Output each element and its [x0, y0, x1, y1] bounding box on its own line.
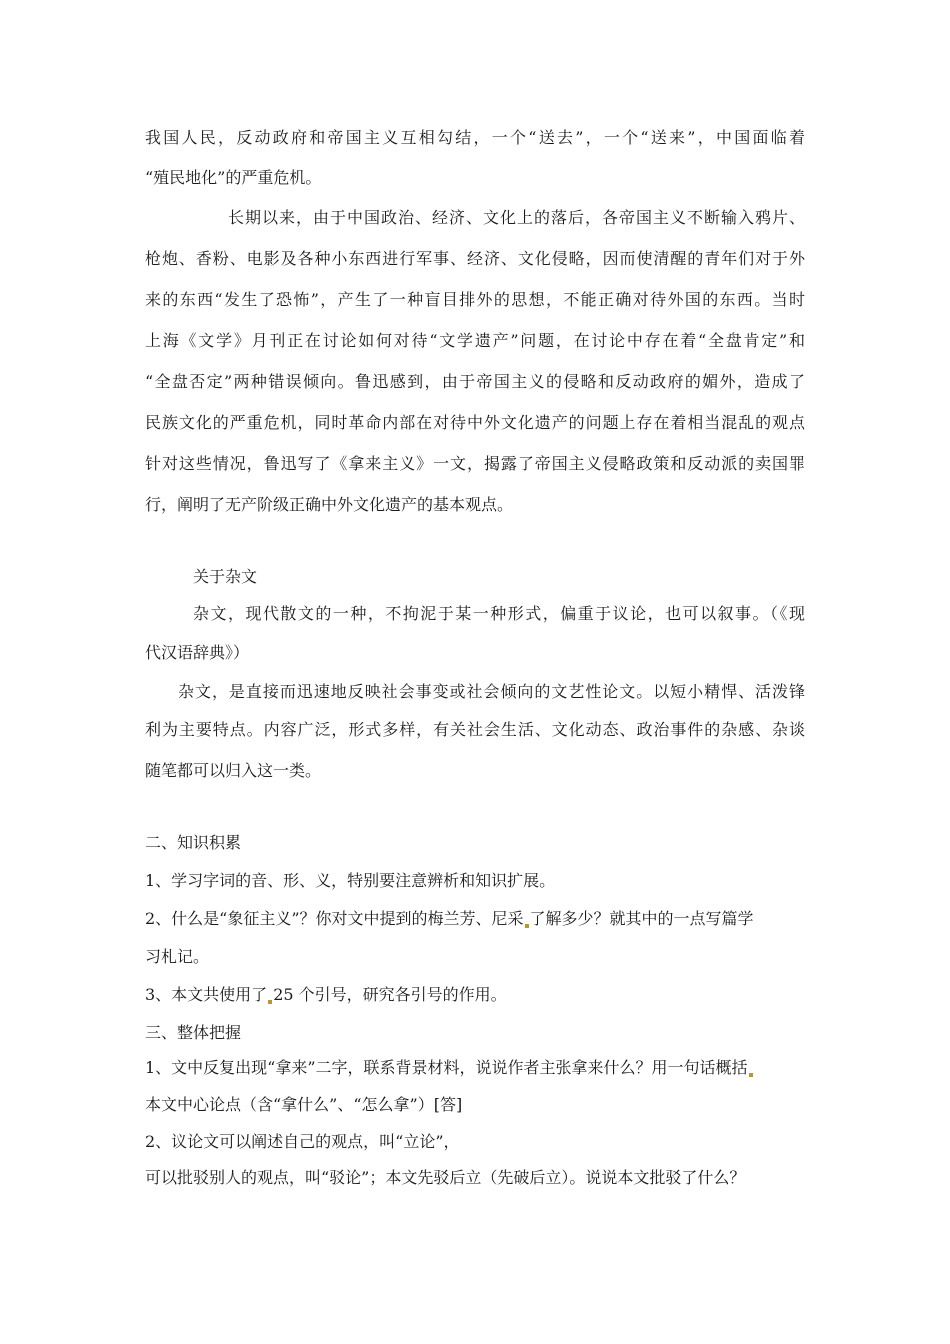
section2-item3 — [145, 985, 507, 1005]
highlight-dot-icon — [268, 1000, 272, 1004]
zawen-definition2-line3: 随笔都可以归入这一类。 — [145, 761, 322, 780]
zawen-definition2-line2: 利为主要特点。内容广泛，形式多样，有关社会生活、文化动态、政治事件的杂感、杂谈 — [145, 720, 805, 739]
background-para2-line5: “全盘否定”两种错误倾向。鲁迅感到，由于帝国主义的侵略和反动政府的媚外，造成了 — [145, 372, 805, 391]
background-para2-line2: 枪炮、香粉、电影及各种小东西进行军事、经济、文化侵略，因而使清醒的青年们对于外 — [145, 249, 805, 268]
background-para2-line4: 上海《文学》月刊正在讨论如何对待“文学遗产”问题，在讨论中存在着“全盘肯定”和 — [145, 331, 805, 350]
section2-heading: 二、知识积累 — [145, 833, 242, 852]
section2-item3-part-b: 25 个引号，研究各引号的作用。 — [273, 985, 507, 1004]
background-para1-line1: 我国人民，反动政府和帝国主义互相勾结，一个“送去”，一个“送来”，中国面临着 — [145, 128, 805, 147]
section2-item2-line1 — [145, 909, 754, 929]
section3-item1-line1 — [145, 1058, 754, 1078]
section2-item1: 1、学习字词的音、形、义，特别要注意辨析和知识扩展。 — [145, 871, 556, 890]
section2-item3-part-a: 3、本文共使用了 — [145, 985, 268, 1004]
background-para2-line7: 针对这些情况，鲁迅写了《拿来主义》一文，揭露了帝国主义侵略政策和反动派的卖国罪 — [145, 454, 805, 473]
highlight-dot-icon — [749, 1073, 753, 1077]
section2-item2-part-b: 了解多少？就其中的一点写篇学 — [529, 909, 754, 928]
section2-item2-part-a: 2、什么是“象征主义”？你对文中提到的梅兰芳、尼采 — [145, 909, 524, 928]
section3-item2-line2: 可以批驳别人的观点，叫“驳论”；本文先驳后立（先破后立）。说说本文批驳了什么？ — [145, 1168, 746, 1187]
zawen-definition2-line1: 杂文，是直接而迅速地反映社会事变或社会倾向的文艺性论文。以短小精悍、活泼锋 — [178, 682, 805, 701]
zawen-definition1-line2: 代汉语辞典》） — [145, 643, 250, 662]
section3-heading: 三、整体把握 — [145, 1023, 242, 1042]
section3-item2-line1: 2、议论文可以阐述自己的观点，叫“立论”， — [145, 1132, 460, 1151]
background-para2-line1: 长期以来，由于中国政治、经济、文化上的落后，各帝国主义不断输入鸦片、 — [228, 208, 805, 227]
section3-item1-text: 1、文中反复出现“拿来”二字，联系背景材料，说说作者主张拿来什么？用一句话概括 — [145, 1058, 748, 1077]
background-para1-line2: “殖民地化”的严重危机。 — [145, 168, 322, 187]
section3-item1-line2: 本文中心论点（含“拿什么”、“怎么拿”）[答] — [145, 1095, 463, 1114]
background-para2-line8: 行，阐明了无产阶级正确中外文化遗产的基本观点。 — [145, 495, 514, 514]
zawen-definition1-line1: 杂文，现代散文的一种，不拘泥于某一种形式，偏重于议论，也可以叙事。（《现 — [193, 604, 805, 623]
zawen-heading: 关于杂文 — [193, 567, 258, 586]
background-para2-line6: 民族文化的严重危机，同时革命内部在对待中外文化遗产的问题上存在着相当混乱的观点 — [145, 413, 805, 432]
background-para2-line3: 来的东西“发生了恐怖”，产生了一种盲目排外的思想，不能正确对待外国的东西。当时 — [145, 290, 805, 309]
section2-item2-line2: 习札记。 — [145, 947, 210, 966]
highlight-dot-icon — [525, 924, 529, 928]
